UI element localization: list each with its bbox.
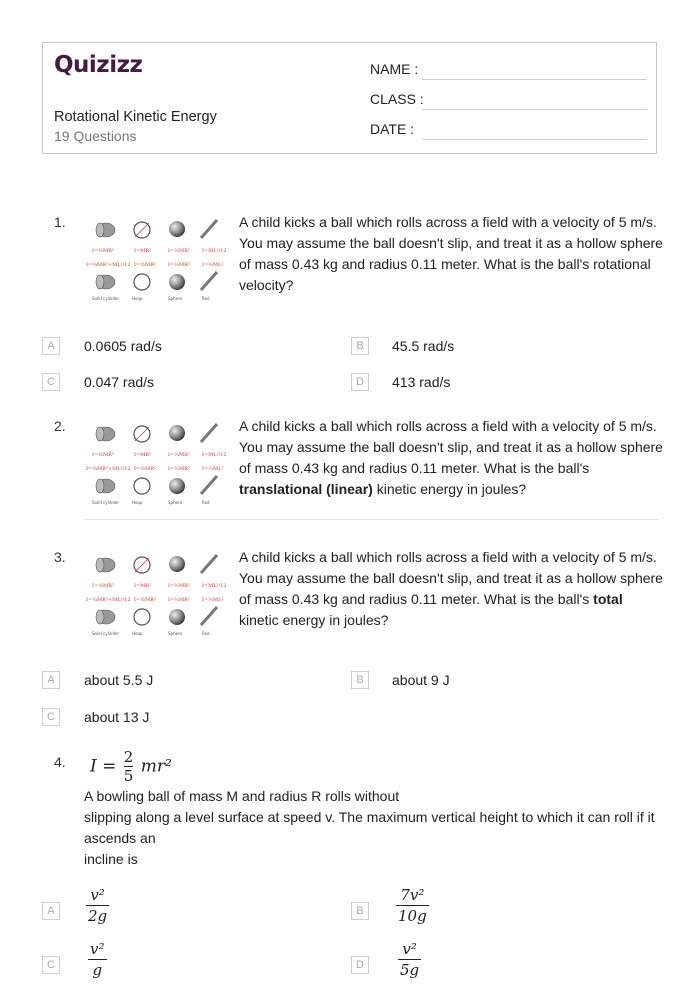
option-letter: C [42, 708, 60, 726]
question-text: A child kicks a ball which rolls across a field with a velocity of 5 m/s. You may assume the ball doesn't slip, and treat it as a hollow sphere of mass 0.43 kg and radius 0.11 meter. What is the ball's translational (linear) kinetic energy in joules? [239, 418, 663, 497]
option-letter: A [42, 671, 60, 689]
option-fraction[interactable]: v² 5g [400, 940, 420, 979]
bold-emphasis: translational (linear) [239, 481, 373, 497]
option-text[interactable]: about 5.5 J [84, 672, 154, 688]
date-line[interactable] [422, 139, 647, 140]
option-text[interactable]: 45.5 rad/s [392, 338, 455, 354]
question-number: 1. [54, 214, 66, 230]
bold-emphasis: total [593, 591, 623, 607]
moment-of-inertia-image [84, 545, 226, 645]
question-text: A child kicks a ball which rolls across a field with a velocity of 5 m/s. You may assume the ball doesn't slip, and treat it as a hollow sphere of mass 0.43 kg and radius 0.11 meter. What is the ball's rotational velocity? [239, 214, 663, 293]
option-letter: A [42, 337, 60, 355]
option-letter: B [351, 671, 369, 689]
question-text: A bowling ball of mass M and radius R rolls without slipping along a level surface at speed v. The maximum vertical height to which it can roll if it ascends an incline is [84, 788, 655, 867]
moment-of-inertia-image [84, 414, 226, 514]
moment-of-inertia-image [84, 210, 226, 310]
inertia-formula: I = $\frac{2}{5}$ mr² [90, 748, 172, 785]
question-count: 19 Questions [54, 128, 137, 144]
option-letter: C [42, 956, 60, 974]
quizizz-logo: Quizizz [54, 52, 143, 78]
option-fraction[interactable]: v² g [90, 940, 105, 979]
question-number: 4. [54, 754, 66, 770]
question-number: 2. [54, 418, 66, 434]
option-letter: B [351, 902, 369, 920]
date-label: DATE : [370, 121, 415, 137]
option-text[interactable]: about 9 J [392, 672, 450, 688]
option-letter: A [42, 902, 60, 920]
class-line[interactable] [422, 109, 647, 110]
question-text: A child kicks a ball which rolls across a field with a velocity of 5 m/s. You may assume the ball doesn't slip, and treat it as a hollow sphere of mass 0.43 kg and radius 0.11 meter. What is the ball's total kinetic energy in joules? [239, 549, 663, 628]
option-letter: D [351, 373, 369, 391]
option-fraction[interactable]: v² 2g [88, 886, 108, 925]
option-fraction[interactable]: 7v² 10g [398, 886, 427, 925]
worksheet-header [42, 42, 657, 154]
option-text[interactable]: 0.0605 rad/s [84, 338, 162, 354]
option-text[interactable]: 413 rad/s [392, 374, 451, 390]
name-label: NAME : [370, 61, 419, 77]
name-line[interactable] [422, 79, 647, 80]
question-number: 3. [54, 549, 66, 565]
class-label: CLASS : [370, 91, 424, 107]
worksheet-title: Rotational Kinetic Energy [54, 109, 217, 125]
option-letter: D [351, 956, 369, 974]
option-text[interactable]: 0.047 rad/s [84, 374, 155, 390]
divider [84, 519, 658, 520]
option-letter: C [42, 373, 60, 391]
option-letter: B [351, 337, 369, 355]
option-text[interactable]: about 13 J [84, 709, 150, 725]
